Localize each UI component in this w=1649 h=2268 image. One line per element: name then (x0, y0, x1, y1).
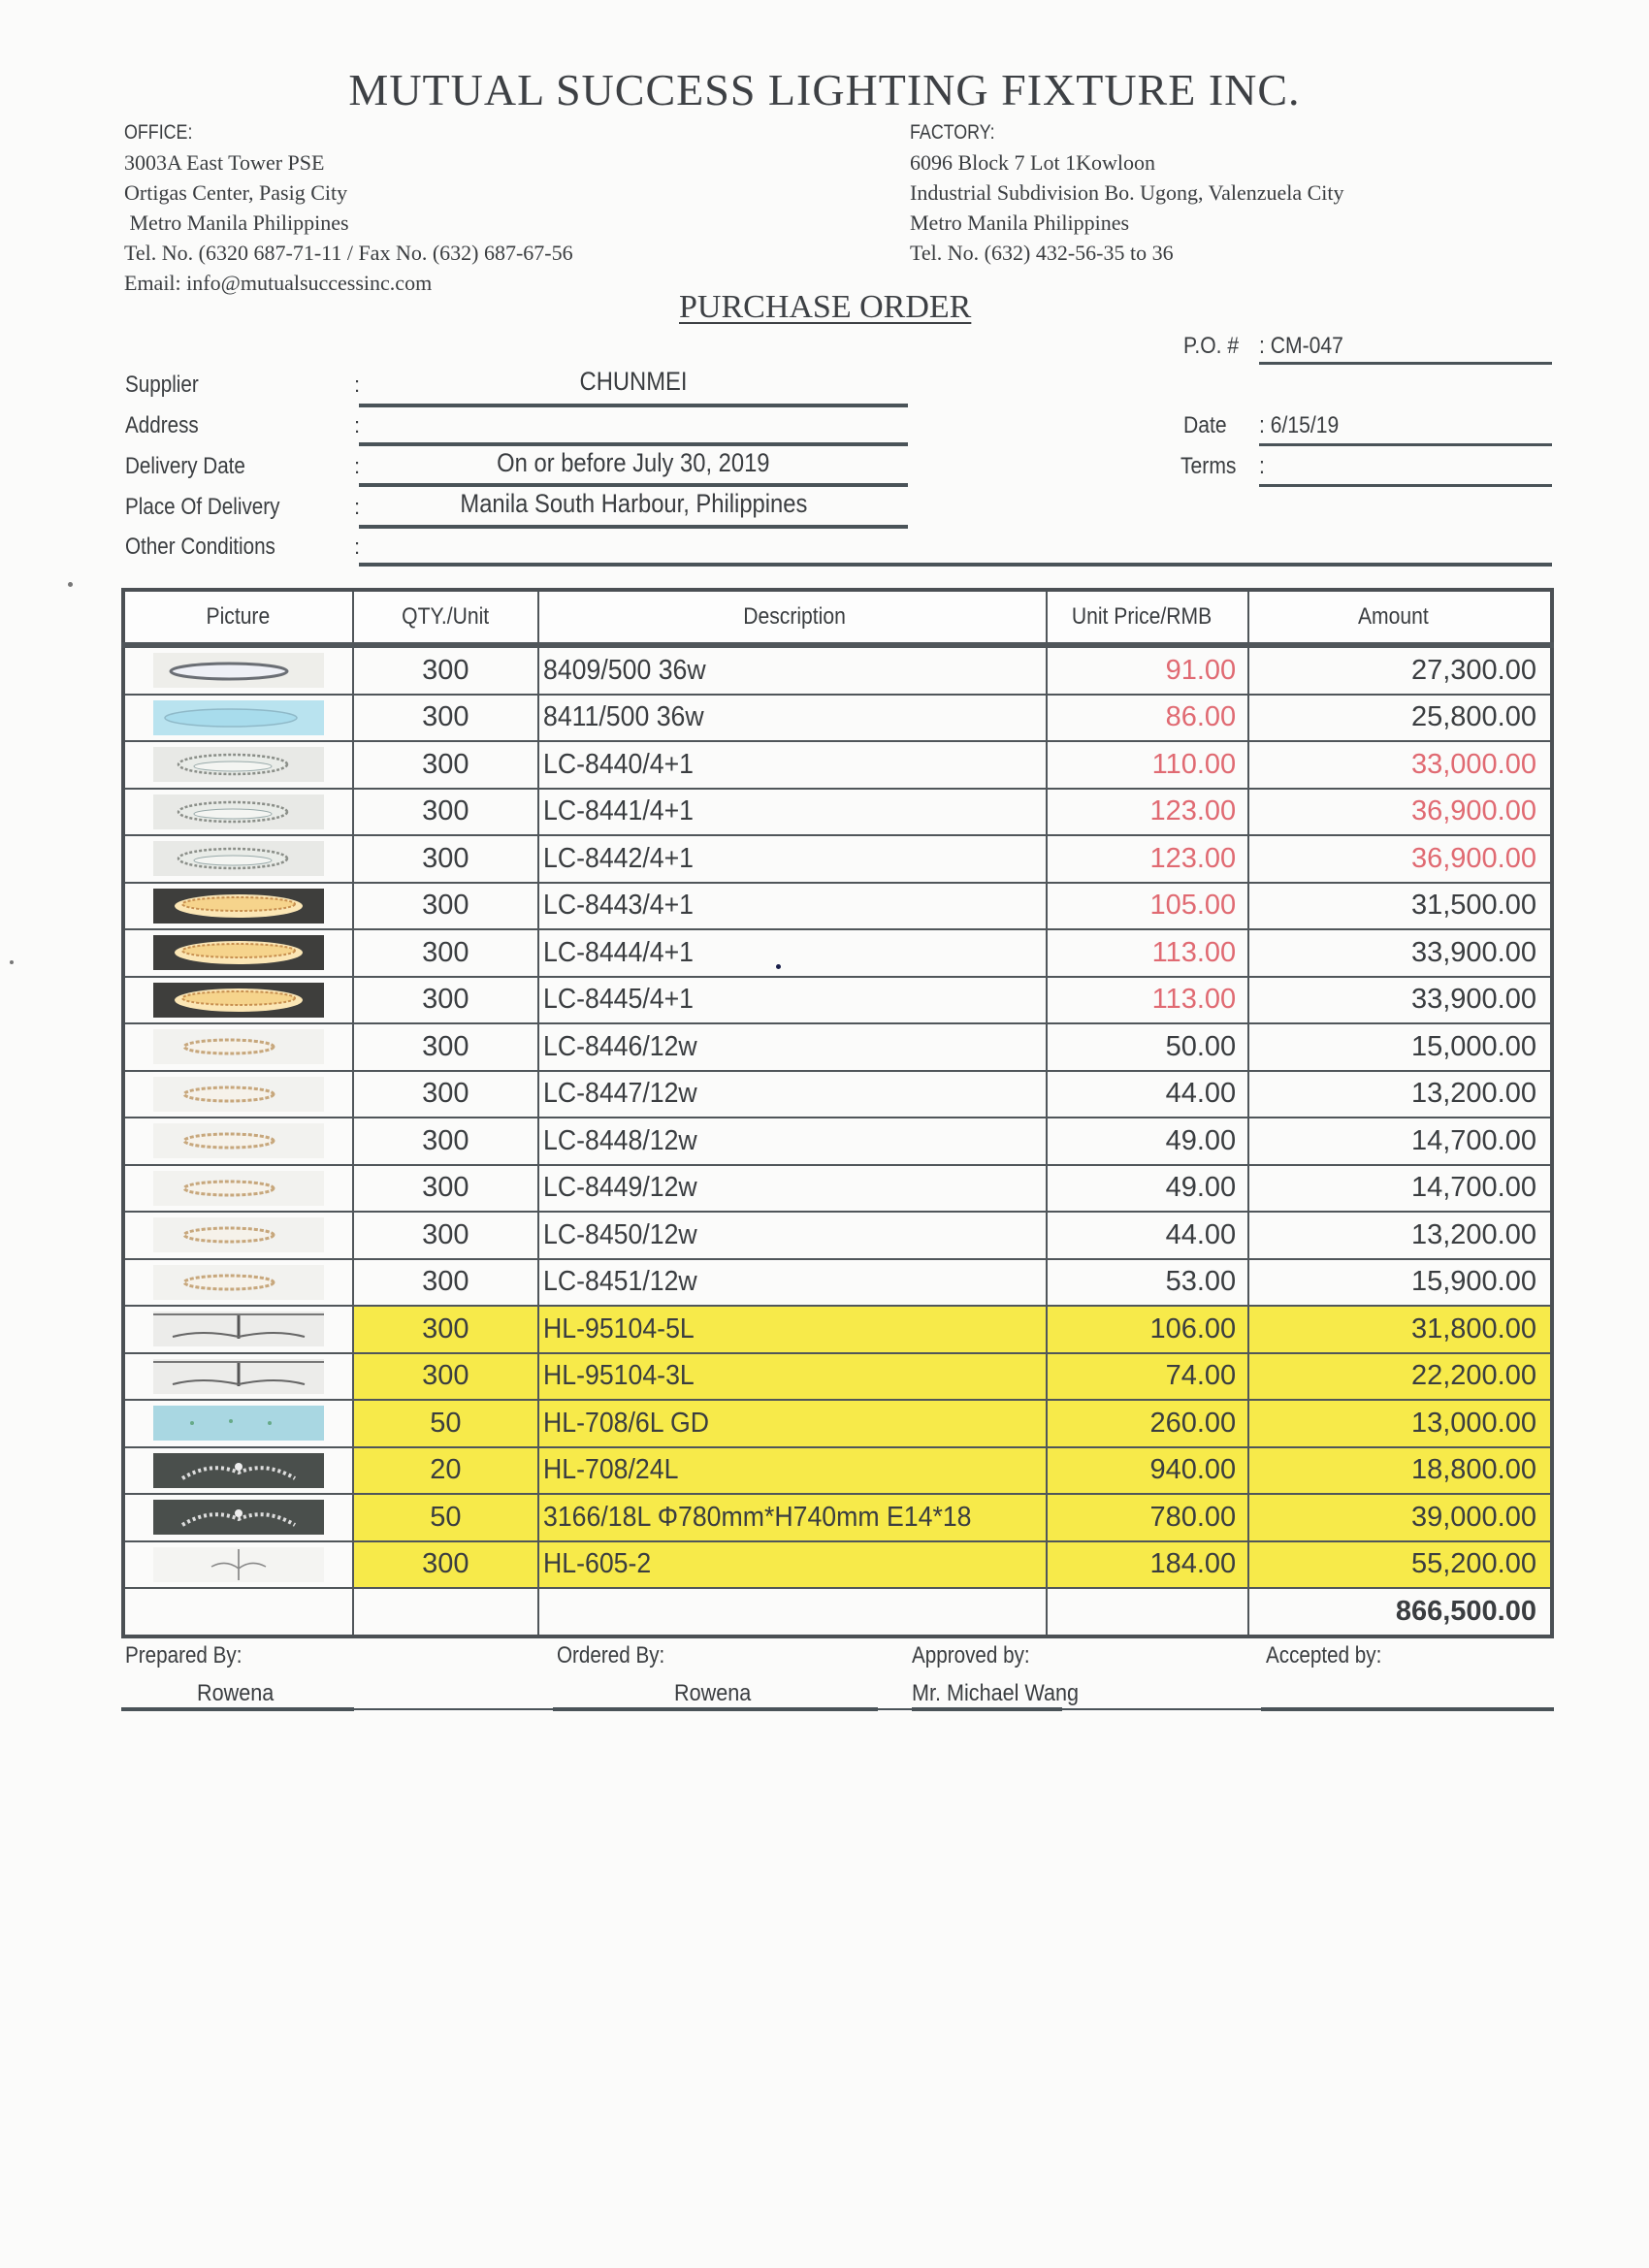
signature-connector-line (878, 1708, 912, 1710)
table-header-row (123, 590, 1552, 645)
description-text: LC-8449/12w (543, 1172, 697, 1204)
unit-price-cell: 113.00 (1047, 977, 1248, 1024)
table-row (123, 929, 1552, 977)
accepted-by-line (1261, 1707, 1554, 1711)
qty-cell: 300 (353, 929, 538, 977)
description-text: LC-8443/4+1 (543, 890, 695, 922)
qty-cell: 300 (353, 645, 538, 695)
unit-price-cell: 49.00 (1047, 1118, 1248, 1165)
table-row (123, 1071, 1552, 1118)
delivery-date-label: Delivery Date (125, 453, 245, 479)
arm-chandelier-icon (153, 1312, 324, 1346)
picture-cell (123, 977, 353, 1024)
picture-cell (123, 1353, 353, 1401)
delivery-date-underline (359, 483, 908, 487)
qty-cell: 300 (353, 835, 538, 883)
unit-price-cell: 113.00 (1047, 929, 1248, 977)
qty-cell: 300 (353, 789, 538, 836)
table-row (123, 1400, 1552, 1447)
ordered-by-label: Ordered By: (557, 1642, 665, 1669)
qty-cell: 300 (353, 977, 538, 1024)
factory-heading: FACTORY: (910, 121, 995, 144)
place-of-delivery-value-text: Manila South Harbour, Philippines (460, 489, 807, 518)
table-row (123, 1447, 1552, 1495)
beige-ceiling-lamp-icon (153, 1123, 324, 1158)
picture-cell (123, 1494, 353, 1541)
qty-cell: 300 (353, 1071, 538, 1118)
warm-ceiling-lamp-icon (153, 983, 324, 1018)
table-row (123, 1541, 1552, 1589)
other-conditions-underline (359, 563, 1552, 567)
description-text: LC-8440/4+1 (543, 748, 695, 780)
table-row (123, 741, 1552, 789)
prepared-by-label: Prepared By: (125, 1642, 242, 1669)
items-table (121, 588, 1554, 1638)
unit-price-cell: 50.00 (1047, 1023, 1248, 1071)
table-row (123, 789, 1552, 836)
place-of-delivery-label: Place Of Delivery (125, 494, 280, 520)
description-text: LC-8444/4+1 (543, 936, 695, 968)
description-text: LC-8451/12w (543, 1266, 697, 1298)
unit-price-cell: 106.00 (1047, 1306, 1248, 1353)
unit-price-cell: 44.00 (1047, 1212, 1248, 1259)
approved-by-line (912, 1707, 1062, 1711)
beige-ceiling-lamp-icon (153, 1171, 324, 1206)
unit-price-cell: 780.00 (1047, 1494, 1248, 1541)
table-row (123, 1118, 1552, 1165)
approved-by-name: Mr. Michael Wang (912, 1680, 1080, 1706)
amount-cell: 15,000.00 (1248, 1023, 1552, 1071)
supplier-colon: : (354, 373, 361, 397)
accepted-by-label: Accepted by: (1266, 1642, 1382, 1669)
amount-cell: 33,000.00 (1248, 741, 1552, 789)
arm-chandelier-icon (153, 1359, 324, 1394)
crystal-ceiling-lamp-icon (153, 841, 324, 876)
description-cell (538, 1306, 1047, 1353)
amount-cell: 33,900.00 (1248, 929, 1552, 977)
description-cell (538, 1353, 1047, 1401)
description-text: HL-708/6L GD (543, 1407, 710, 1439)
blue-panel-lamp-icon (153, 1406, 324, 1441)
approved-by-label: Approved by: (912, 1642, 1030, 1669)
description-text: 8409/500 36w (543, 654, 706, 686)
picture-cell (123, 835, 353, 883)
unit-price-cell: 123.00 (1047, 789, 1248, 836)
description-text: HL-95104-5L (543, 1312, 695, 1345)
factory-line: Metro Manila Philippines (910, 211, 1130, 235)
qty-cell: 300 (353, 1541, 538, 1589)
unit-price-cell: 105.00 (1047, 883, 1248, 930)
table-row (123, 883, 1552, 930)
table-row (123, 1494, 1552, 1541)
unit-price-cell: 44.00 (1047, 1071, 1248, 1118)
description-text: LC-8445/4+1 (543, 984, 695, 1016)
address-colon: : (354, 413, 361, 437)
unit-price-cell: 123.00 (1047, 835, 1248, 883)
delivery-date-value[interactable] (359, 448, 908, 478)
prepared-by-name: Rowena (197, 1680, 275, 1706)
table-row (123, 1212, 1552, 1259)
po-number-underline (1259, 362, 1552, 365)
header-description-text: Description (743, 603, 847, 630)
office-heading: OFFICE: (124, 121, 193, 144)
ordered-by-line (553, 1707, 878, 1711)
amount-cell: 14,700.00 (1248, 1118, 1552, 1165)
po-number-label: P.O. # (1183, 333, 1240, 359)
description-cell (538, 1494, 1047, 1541)
beige-ceiling-lamp-icon (153, 1217, 324, 1252)
office-line: Ortigas Center, Pasig City (124, 180, 348, 205)
description-cell (538, 1541, 1047, 1589)
header-qty-text: QTY./Unit (402, 603, 490, 630)
picture-cell (123, 1447, 353, 1495)
picture-cell (123, 1306, 353, 1353)
place-of-delivery-underline (359, 525, 908, 529)
amount-cell: 22,200.00 (1248, 1353, 1552, 1401)
factory-line: Industrial Subdivision Bo. Ugong, Valenzuela City (910, 180, 1344, 205)
address-value[interactable] (359, 407, 908, 437)
delivery-date-colon: : (354, 454, 361, 478)
description-cell (538, 1259, 1047, 1307)
description-text: HL-605-2 (543, 1548, 652, 1580)
ordered-by-name: Rowena (674, 1680, 752, 1706)
header-qty (353, 590, 538, 645)
header-unit-price-text: Unit Price/RMB (1072, 603, 1212, 630)
amount-cell: 13,200.00 (1248, 1071, 1552, 1118)
total-empty-cell (123, 1588, 353, 1636)
company-name: MUTUAL SUCCESS LIGHTING FIXTURE INC. (348, 65, 1301, 114)
factory-address (910, 116, 1344, 268)
table-row (123, 1165, 1552, 1213)
date-value[interactable]: : 6/15/19 (1259, 412, 1340, 438)
other-conditions-label: Other Conditions (125, 534, 275, 560)
prepared-by-line (121, 1707, 354, 1711)
small-chandelier-icon (153, 1547, 324, 1582)
description-text: HL-708/24L (543, 1454, 679, 1486)
unit-price-cell: 260.00 (1047, 1400, 1248, 1447)
qty-cell: 300 (353, 695, 538, 742)
description-cell (538, 695, 1047, 742)
amount-cell: 27,300.00 (1248, 645, 1552, 695)
header-description (538, 590, 1047, 645)
date-label: Date (1183, 412, 1227, 438)
supplier-label: Supplier (125, 372, 199, 398)
amount-cell: 31,500.00 (1248, 883, 1552, 930)
picture-cell (123, 883, 353, 930)
qty-cell: 50 (353, 1400, 538, 1447)
unit-price-cell: 940.00 (1047, 1447, 1248, 1495)
place-of-delivery-colon: : (354, 495, 361, 519)
description-cell (538, 835, 1047, 883)
unit-price-cell: 184.00 (1047, 1541, 1248, 1589)
amount-cell: 25,800.00 (1248, 695, 1552, 742)
office-email: Email: info@mutualsuccessinc.com (124, 271, 433, 295)
flat-ring-ceiling-lamp-icon (153, 653, 324, 688)
amount-cell: 55,200.00 (1248, 1541, 1552, 1589)
picture-cell (123, 1118, 353, 1165)
amount-cell: 13,000.00 (1248, 1400, 1552, 1447)
date-underline (1259, 443, 1552, 446)
description-text: HL-95104-3L (543, 1360, 695, 1392)
qty-cell: 300 (353, 1118, 538, 1165)
amount-cell: 39,000.00 (1248, 1494, 1552, 1541)
header-amount-text: Amount (1357, 603, 1429, 630)
qty-cell: 300 (353, 741, 538, 789)
unit-price-cell: 49.00 (1047, 1165, 1248, 1213)
crystal-chandelier-dark-icon (153, 1500, 324, 1535)
office-address (124, 116, 573, 298)
description-cell (538, 645, 1047, 695)
picture-cell (123, 1212, 353, 1259)
supplier-value-text: CHUNMEI (579, 367, 688, 396)
table-row (123, 835, 1552, 883)
table-row (123, 1353, 1552, 1401)
qty-cell: 300 (353, 883, 538, 930)
other-conditions-value[interactable] (359, 530, 908, 560)
table-row (123, 1306, 1552, 1353)
factory-phone: Tel. No. (632) 432-56-35 to 36 (910, 241, 1174, 265)
total-row (123, 1588, 1552, 1636)
signature-connector-line (354, 1708, 553, 1710)
description-text: 8411/500 36w (543, 701, 704, 733)
header-picture-text: Picture (206, 603, 271, 630)
qty-cell: 300 (353, 1259, 538, 1307)
unit-price-cell: 86.00 (1047, 695, 1248, 742)
header-picture (123, 590, 353, 645)
amount-cell: 18,800.00 (1248, 1447, 1552, 1495)
table-row (123, 977, 1552, 1024)
amount-cell: 36,900.00 (1248, 789, 1552, 836)
qty-cell: 20 (353, 1447, 538, 1495)
picture-cell (123, 1400, 353, 1447)
description-text: LC-8446/12w (543, 1030, 697, 1062)
description-cell (538, 1212, 1047, 1259)
office-line: 3003A East Tower PSE (124, 150, 325, 175)
terms-value[interactable]: : (1259, 453, 1265, 479)
amount-cell: 15,900.00 (1248, 1259, 1552, 1307)
description-cell (538, 1118, 1047, 1165)
description-cell (538, 789, 1047, 836)
table-row (123, 695, 1552, 742)
description-cell (538, 1400, 1047, 1447)
address-underline (359, 442, 908, 446)
qty-cell: 300 (353, 1353, 538, 1401)
qty-cell: 50 (353, 1494, 538, 1541)
supplier-value[interactable] (359, 367, 908, 397)
qty-cell: 300 (353, 1023, 538, 1071)
picture-cell (123, 1071, 353, 1118)
table-row (123, 1259, 1552, 1307)
signature-connector-line (1062, 1708, 1261, 1710)
document-title: PURCHASE ORDER (679, 289, 972, 325)
amount-cell: 13,200.00 (1248, 1212, 1552, 1259)
picture-cell (123, 1259, 353, 1307)
unit-price-cell: 91.00 (1047, 645, 1248, 695)
picture-cell (123, 1023, 353, 1071)
crystal-chandelier-dark-icon (153, 1453, 324, 1488)
description-text: LC-8448/12w (543, 1124, 697, 1156)
crystal-ceiling-lamp-icon (153, 747, 324, 782)
description-cell (538, 1447, 1047, 1495)
qty-cell: 300 (353, 1306, 538, 1353)
warm-ceiling-lamp-icon (153, 889, 324, 923)
amount-cell: 14,700.00 (1248, 1165, 1552, 1213)
picture-cell (123, 741, 353, 789)
place-of-delivery-value[interactable] (359, 489, 908, 519)
total-empty-cell (353, 1588, 538, 1636)
other-conditions-colon: : (354, 535, 361, 559)
header-unit-price (1047, 590, 1248, 645)
scan-speck (776, 964, 781, 969)
table-row (123, 1023, 1552, 1071)
amount-cell: 31,800.00 (1248, 1306, 1552, 1353)
qty-cell: 300 (353, 1212, 538, 1259)
description-cell (538, 977, 1047, 1024)
picture-cell (123, 1165, 353, 1213)
address-label: Address (125, 412, 199, 438)
description-text: LC-8441/4+1 (543, 795, 695, 827)
unit-price-cell: 53.00 (1047, 1259, 1248, 1307)
picture-cell (123, 695, 353, 742)
office-line: Metro Manila Philippines (124, 211, 349, 235)
description-cell (538, 1023, 1047, 1071)
description-cell (538, 883, 1047, 930)
qty-cell: 300 (353, 1165, 538, 1213)
factory-line: 6096 Block 7 Lot 1Kowloon (910, 150, 1155, 175)
description-cell (538, 1071, 1047, 1118)
crystal-ceiling-lamp-icon (153, 794, 324, 829)
delivery-date-value-text: On or before July 30, 2019 (497, 448, 770, 477)
description-text: LC-8450/12w (543, 1218, 697, 1250)
description-cell (538, 929, 1047, 977)
description-cell (538, 741, 1047, 789)
description-text: LC-8442/4+1 (543, 842, 695, 874)
beige-ceiling-lamp-icon (153, 1077, 324, 1112)
scan-speck (68, 582, 73, 587)
beige-ceiling-lamp-icon (153, 1029, 324, 1064)
picture-cell (123, 929, 353, 977)
description-cell (538, 1165, 1047, 1213)
scan-speck (10, 960, 14, 964)
table-row (123, 645, 1552, 695)
amount-cell: 33,900.00 (1248, 977, 1552, 1024)
blue-ceiling-lamp-icon (153, 700, 324, 735)
beige-ceiling-lamp-icon (153, 1265, 324, 1300)
total-empty-cell (1047, 1588, 1248, 1636)
description-text: LC-8447/12w (543, 1078, 697, 1110)
picture-cell (123, 1541, 353, 1589)
header-amount (1248, 590, 1552, 645)
po-number-value[interactable]: : CM-047 (1259, 333, 1343, 359)
terms-label: Terms (1180, 453, 1237, 479)
picture-cell (123, 645, 353, 695)
unit-price-cell: 110.00 (1047, 741, 1248, 789)
terms-underline (1259, 484, 1552, 487)
amount-cell: 36,900.00 (1248, 835, 1552, 883)
total-empty-cell (538, 1588, 1047, 1636)
picture-cell (123, 789, 353, 836)
warm-ceiling-lamp-icon (153, 935, 324, 970)
grand-total: 866,500.00 (1248, 1588, 1552, 1636)
unit-price-cell: 74.00 (1047, 1353, 1248, 1401)
description-text: 3166/18L Φ780mm*H740mm E14*18 (543, 1501, 972, 1533)
office-phone: Tel. No. (6320 687-71-11 / Fax No. (632) 687-67-56 (124, 241, 573, 265)
